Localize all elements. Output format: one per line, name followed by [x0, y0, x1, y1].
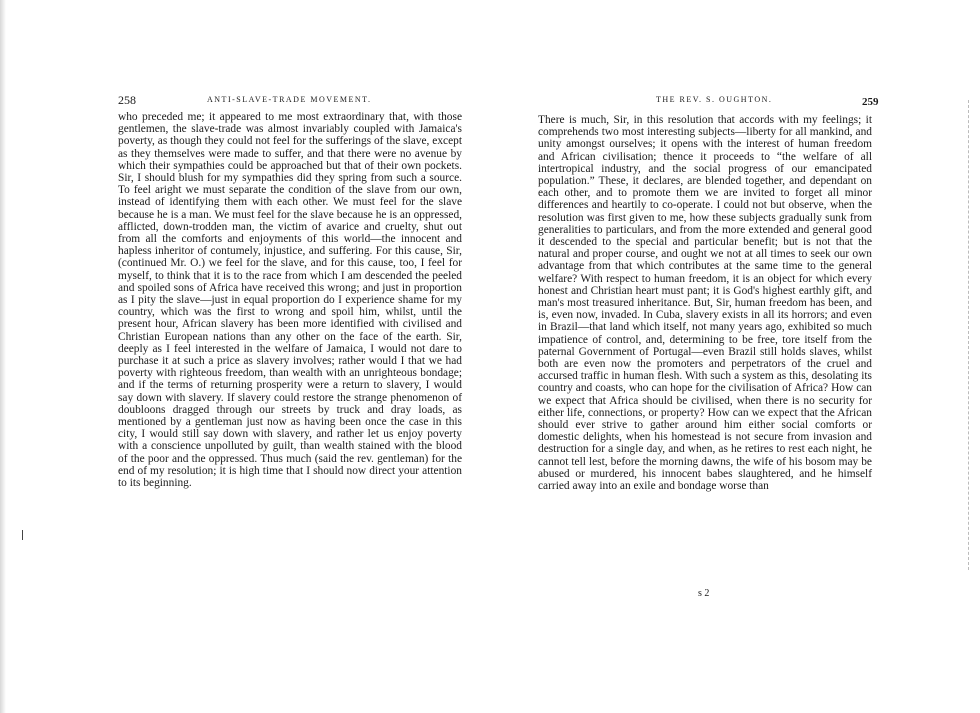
body-text [118, 111, 462, 489]
page-edge [968, 100, 970, 570]
page-number: 259 [862, 96, 879, 108]
running-head: ANTI-SLAVE-TRADE MOVEMENT. [207, 95, 372, 104]
paragraph: who preceded me; it appeared to me most extraordinary that, with those gentlemen, the slave-trade was almost invariably coupled with Jamaica's poverty, as though they could not feel for the sufferings of the slave, except as they themselves were made to suffer, and that there were no avenue by which their sympathies could be approached but that of their own pockets. Sir, I should blush for my sympathies did they spring from such a source. To feel aright we must separate the condition of the slave from our own, instead of identifying them with each other. We must feel for the slave because he is a man. We must feel for the slave because he is an oppressed, afflicted, down-trodden man, the victim of avarice and cruelty, shut out from all the comforts and enjoyments of this world—the innocent and hapless inheritor of contumely, injustice, and suffering. For this cause, Sir, (continued Mr. O.) we feel for the slave, and for this cause, too, I feel for myself, to think that it is to the race from which I am descended the peeled and spoiled sons of Africa have received this wrong; and just in proportion as I pity the slave—just in equal proportion do I experience shame for my country, which was the first to wrong and spoil him, whilst, until the present hour, African slavery has been more identified with civilised and Christian European nations than any other on the face of the earth. Sir, deeply as I feel interested in the welfare of Jamaica, I would not dare to purchase it at such a price as slavery involves; rather would I that we had poverty with righteous freedom, than wealth with an unrighteous bondage; and if the terms of returning prosperity were a return to slavery, I would say down with slavery. If slavery could restore the strange phenomenon of doubloons dragged through our streets by truck and dray loads, as mentioned by a gentleman just now as having been once the case in this city, I would still say down with slavery, and rather let us enjoy poverty with a conscience unpolluted by guilt, than wealth stained with the blood of the poor and the oppressed. Thus much (said the rev. gentleman) for the end of my resolution; it is high time that I should now direct your attention to its beginning. [118, 111, 462, 490]
right-page [490, 0, 980, 713]
running-head: THE REV. S. OUGHTON. [656, 95, 773, 104]
page-number: 258 [118, 93, 136, 107]
body-text [538, 114, 872, 492]
paragraph: There is much, Sir, in this resolution that accords with my feelings; it comprehends two most interesting subjects—liberty for all mankind, and unity amongst ourselves; it opens with the interest of human freedom and African civilisation; thence it proceeds to “the welfare of all intertropical industry, and the social progress of our emancipated population.” These, it declares, are blended together, and dependant on each other, and to promote them we are invited to forget all minor differences and heartily to co-operate. I could not but observe, when the resolution was first given to me, how these subjects gradually sunk from generalities to particulars, and from the more extended and general good it descended to the special and particular benefit; but is not that the natural and proper course, and ought we not at all times to seek our own advantage from that which contributes at the same time to the general welfare? With respect to human freedom, it is an object for which every honest and Christian heart must pant; it is God's highest earthly gift, and man's most treasured inheritance. But, Sir, human freedom has been, and is, even now, invaded. In Cuba, slavery exists in all its horrors; and even in Brazil—that land which itself, not many years ago, exhibited so much impatience of control, and, determining to be free, tore itself from the paternal Government of Portugal—even Brazil still holds slaves, whilst both are even now the promoters and perpetrators of the cruel and accursed traffic in human flesh. With such a system as this, desolating its country and coasts, who can hope for the civilisation of Africa? How can we expect that Africa should be civilised, when there is no security for either life, connections, or property? How can we expect that the African should ever strive to gather around him either social comforts or domestic delights, when his homestead is not secure from invasion and destruction for a single day, and when, as he retires to rest each night, he cannot tell lest, before the morning dawns, the wife of his bosom may be abused or murdered, his innocent babes slaughtered, and he himself carried away into an exile and bondage worse than [538, 114, 872, 493]
left-page [0, 0, 480, 713]
signature-mark: s 2 [698, 588, 710, 599]
